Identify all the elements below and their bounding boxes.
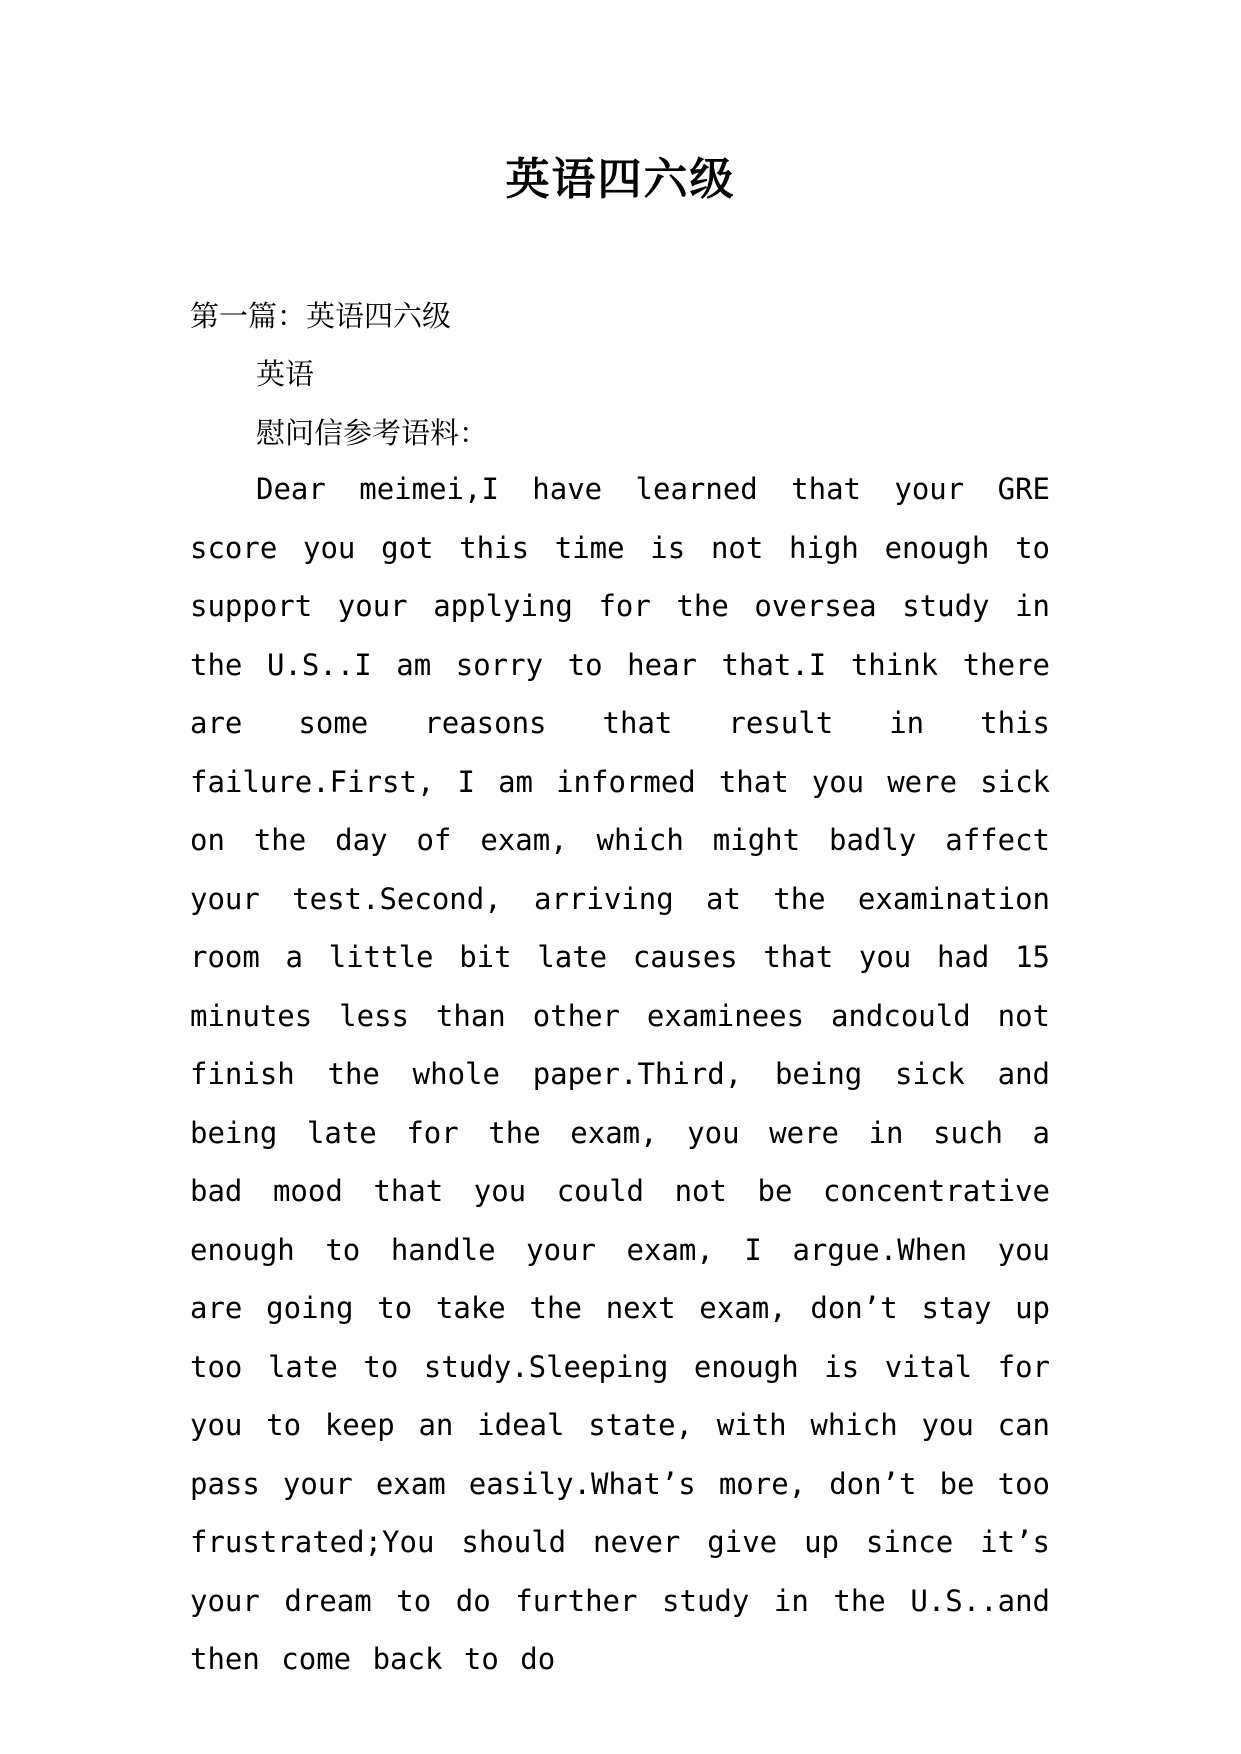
- document-title: 英语四六级: [505, 154, 736, 205]
- body-paragraph: Dear meimei,I have learned that your GRE score you got this time is not high enough to support your applying for the oversea study in the U.S..I am sorry to hear that.I think there are some reasons that result in this failure.First, I am informed that you were sick on the day of exam, which might badly affect your test.Second, arriving at the examination room a little bit late causes that you had 15 minutes less than other examinees andcould not finish the whole paper.Third, being sick and being late for the exam, you were in such a bad mood that you could not be concentrative enough to handle your exam, I argue.When you are going to take the next exam, don’t stay up too late to study.Sleeping enough is vital for you to keep an ideal state, with which you can pass your exam easily.What’s more, don’t be too frustrated;You should never give up since it’s your dream to do further study in the U.S..and then come back to do: [190, 472, 1050, 1676]
- subheading-letter-reference: 慰问信参考语料：: [256, 416, 489, 450]
- subheading-english: 英语: [256, 357, 315, 391]
- section-heading: 第一篇：英语四六级: [190, 299, 452, 333]
